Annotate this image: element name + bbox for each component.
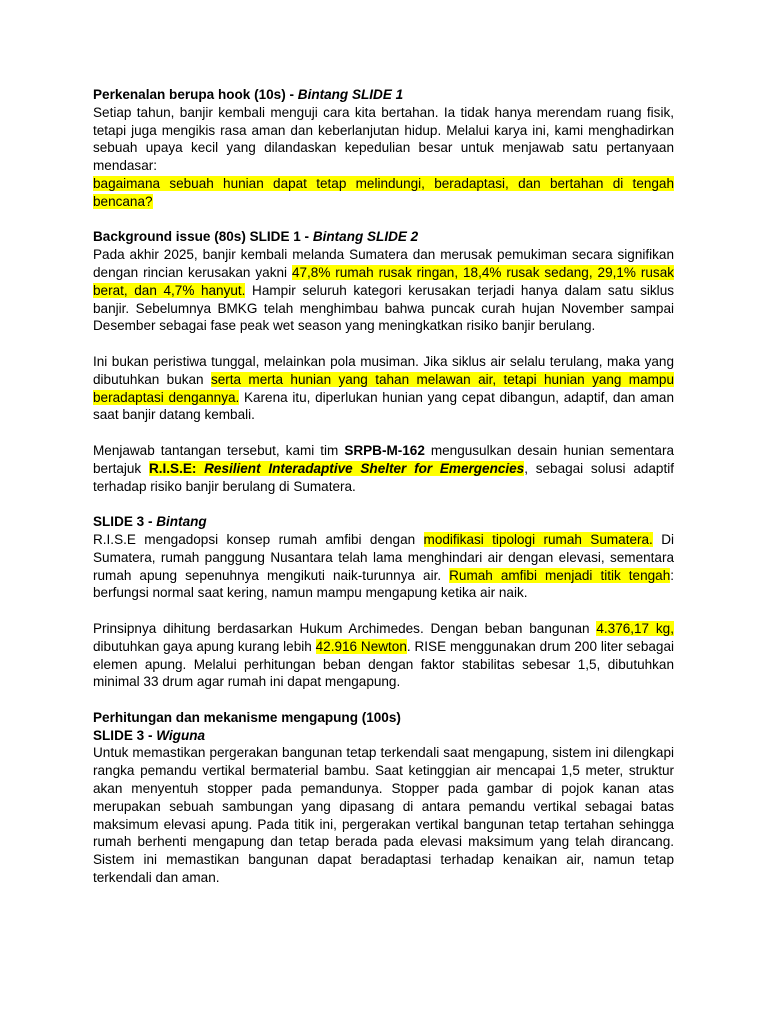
paragraph [93,246,674,335]
paragraph-text: R.I.S.E mengadopsi konsep rumah amfibi dengan [93,531,424,547]
paragraph-text: Hampir seluruh kategori kerusakan terjadi hanya dalam satu siklus banjir. Sebelumnya BMKG telah menghimbau bahwa puncak curah hujan November sampai Desember sebagai fase peak wet season yang meningkatkan risiko banjir berulang. [93,282,675,334]
highlighted-text: 4.376,17 kg, [596,620,674,636]
paragraph-text: Di Sumatera, rumah panggung Nusantara telah lama menghindari air dengan elevasi, sementara rumah apung sepenuhnya mengikuti naik-turunnya air. [93,531,674,583]
team-code: SRPB-M-162 [344,442,425,458]
paragraph [93,442,674,495]
speaker-label: Wiguna [156,727,206,743]
section-heading [93,228,674,246]
heading-text: Perkenalan berupa hook (10s) - [93,87,298,102]
paragraph-text: Karena itu, diperlukan hunian yang cepat dibangun, adaptif, dan aman saat banjir datang kembali. [93,389,674,423]
paragraph [93,353,674,424]
section-slide3 [93,513,674,602]
section-background-p3 [93,442,674,495]
highlighted-text: serta merta hunian yang tahan melawan air, tetapi hunian yang mampu beradaptasi dengannya. [93,371,674,405]
paragraph: Untuk memastikan pergerakan bangunan tetap terkendali saat mengapung, sistem ini dilengkapi rangka pemandu vertikal bermaterial bambu. Saat ketinggian air mencapai 1,5 meter, struktur akan menyentuh stopper pada pemandunya. Stopper pada gambar di pojok kanan atas merupakan sebuah sambungan yang dipasang di antara pemandu vertikal sebagai batas maksimum elevasi apung. Pada titik ini, pergerakan vertikal bangunan tetap tertahan sehingga rumah berhenti mengapung dan tetap berada pada elevasi maksimum yang telah dirancang. Sistem ini memastikan bangunan dapat beradaptasi terhadap kenaikan air, namun tetap terkendali dan aman. [93,745,674,886]
paragraph-text: Prinsipnya dihitung berdasarkan Hukum Archimedes. Dengan beban bangunan [93,620,597,636]
paragraph-text: Pada akhir 2025, banjir kembali melanda Sumatera dan merusak pemukiman secara signifikan dengan rincian kerusakan yakni [93,247,674,280]
paragraph-text: : berfungsi normal saat kering, namun mampu mengapung ketika air naik. [93,567,674,601]
project-acronym: R.I.S.E: [148,460,197,476]
heading-text: Background issue (80s) SLIDE 1 - [93,229,313,245]
paragraph-text: dibutuhkan gaya apung kurang lebih [93,638,316,654]
paragraph-text: . RISE menggunakan drum 200 liter sebagai elemen apung. Melalui perhitungan beban dengan faktor stabilitas sebesar 1,5, dibutuhkan minimal 33 drum agar rumah ini dapat mengapung. [93,638,674,690]
section-background-p2 [93,353,674,424]
heading-text: SLIDE 3 - [93,514,157,530]
speaker-label: Bintang SLIDE 1 [297,87,404,102]
highlighted-text: modifikasi tipologi rumah Sumatera. [423,531,653,547]
highlighted-text: 42.916 Newton [315,638,407,654]
speaker-label: Bintang SLIDE 2 [312,229,419,245]
section-background [93,228,674,335]
section-heading [93,513,674,531]
section-subheading [93,727,674,745]
section-heading [93,86,674,104]
project-name-highlight [149,461,524,476]
section-intro [93,86,674,211]
heading-text: SLIDE 3 - [93,727,157,743]
section-heading: Perhitungan dan mekanisme mengapung (100s) [93,709,401,725]
paragraph [93,531,674,602]
highlighted-text: bagaimana sebuah hunian dapat tetap melindungi, beradaptasi, dan bertahan di tengah bencana? [93,175,674,209]
paragraph-text: Menjawab tantangan tersebut, kami tim [93,442,345,458]
highlighted-text: Rumah amfibi menjadi titik tengah [449,567,671,583]
project-full-name: Resilient Interadaptive Shelter for Emergencies [196,460,525,476]
section-mechanism [93,709,674,887]
paragraph [93,620,674,691]
paragraph-text: Ini bukan peristiwa tunggal, melainkan pola musiman. Jika siklus air selalu terulang, maka yang dibutuhkan bukan [93,353,674,387]
paragraph-text: , sebagai solusi adaptif terhadap risiko banjir berulang di Sumatera. [93,460,674,494]
paragraph-text: Setiap tahun, banjir kembali menguji cara kita bertahan. Ia tidak hanya merendam ruang fisik, tetapi juga mengikis rasa aman dan keberlanjutan hidup. Melalui karya ini, kami menghadirkan sebuah upaya kecil yang dilandaskan kepedulian besar untuk menjawab satu pertanyaan mendasar: [93,104,674,174]
paragraph-text: mengusulkan desain hunian sementara bertajuk [93,442,674,476]
section-slide3-p2 [93,620,674,691]
highlighted-text: 47,8% rumah rusak ringan, 18,4% rusak sedang, 29,1% rusak berat, dan 4,7% hanyut. [93,264,674,298]
speaker-label: Bintang [156,514,207,530]
paragraph [93,104,674,211]
